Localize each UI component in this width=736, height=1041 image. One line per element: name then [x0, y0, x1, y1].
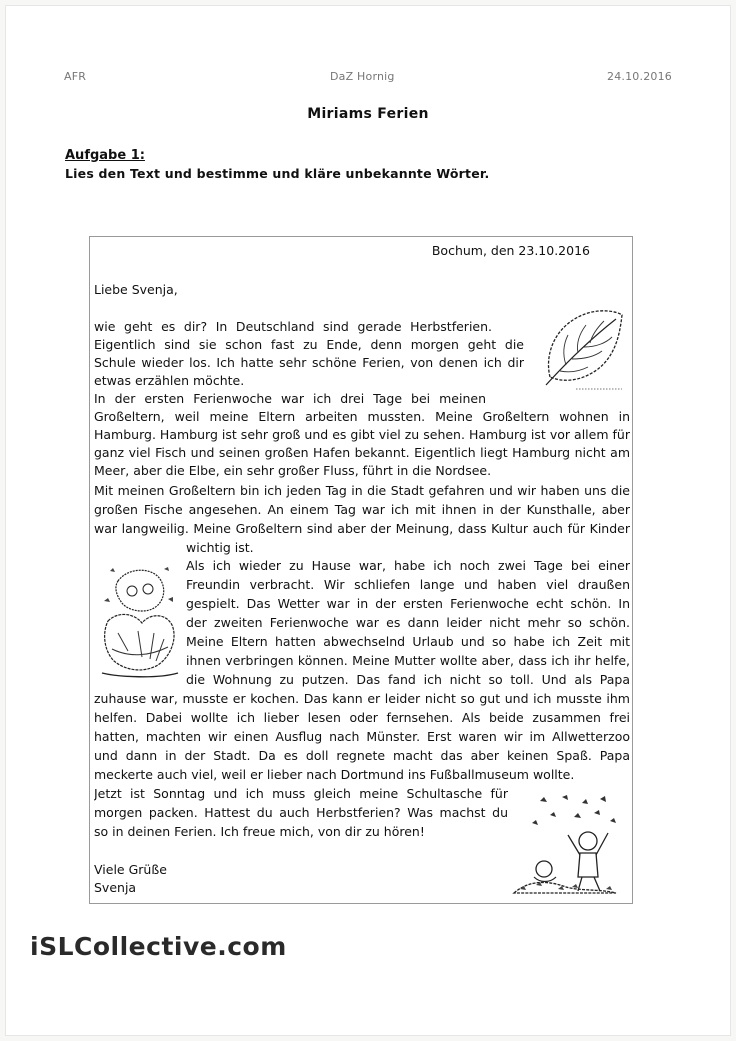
- letter-line: hatten, machten wir einen Ausflug nach Münster. Erst waren wir im Allwetterzoo: [94, 729, 630, 744]
- letter-signature: Svenja: [94, 880, 137, 895]
- task-instruction: Lies den Text und bestimme und kläre unbekannte Wörter.: [65, 166, 490, 181]
- letter-line: ihnen verbringen können. Meine Mutter wollte aber, dass ich ihr helfe,: [186, 653, 630, 668]
- letter-line: der zweiten Ferienwoche war es dann leider nicht mehr so schön.: [186, 615, 630, 630]
- letter-closing: Viele Grüße: [94, 862, 167, 877]
- letter-line: wichtig ist.: [186, 540, 254, 555]
- letter-line: etwas erzählen möchte.: [94, 373, 245, 388]
- letter-line: und dann in der Stadt. Da es doll regnete macht das aber keinen Spaß. Papa: [94, 748, 630, 763]
- letter-line: zuhause war, musste er kochen. Das kann er leider nicht so gut und ich musste ihm: [94, 691, 630, 706]
- letter-line: Großeltern, weil meine Eltern arbeiten mussten. Meine Großeltern wohnen in: [94, 409, 630, 424]
- header-author: AFR: [64, 70, 87, 83]
- letter-line: helfen. Dabei wollte ich lieber lesen oder fernsehen. Als beide zusammen frei: [94, 710, 630, 725]
- leaf-illustration: [536, 303, 628, 393]
- letter-line: Als ich wieder zu Hause war, habe ich noch zwei Tage bei einer: [186, 558, 630, 573]
- letter-box: [89, 236, 633, 904]
- letter-line: wie geht es dir? In Deutschland sind gerade Herbstferien.: [94, 319, 492, 334]
- letter-line: die Wohnung zu putzen. Das fand ich nicht so toll. Und als Papa: [186, 672, 630, 687]
- letter-date: Bochum, den 23.10.2016: [431, 243, 590, 258]
- letter-line: meckerte auch viel, weil er lieber nach Dortmund ins Fußballmuseum wollte.: [94, 767, 575, 782]
- children-illustration: [98, 561, 180, 681]
- letter-line: morgen packen. Hattest du auch Herbstferien? Was machst du: [94, 805, 508, 820]
- watermark-logo: iSLCollective.com: [30, 932, 287, 961]
- header-course: DaZ Hornig: [330, 70, 395, 83]
- letter-line: Jetzt ist Sonntag und ich muss gleich meine Schultasche für: [94, 786, 508, 801]
- letter-greeting: Liebe Svenja,: [94, 282, 178, 297]
- letter-line: Meine Eltern hatten abwechselnd Urlaub und so habe ich Zeit mit: [186, 634, 630, 649]
- letter-line: gespielt. Das Wetter war in der ersten Ferienwoche echt schön. In: [186, 596, 630, 611]
- letter-line: In der ersten Ferienwoche war ich drei Tage bei meinen: [94, 391, 486, 406]
- header-date: 24.10.2016: [607, 70, 672, 83]
- letter-line: großen Fische angesehen. An einem Tag war ich mit ihnen in der Kunsthalle, aber: [94, 502, 630, 517]
- letter-line: Hamburg. Hamburg ist sehr groß und es gibt viel zu sehen. Hamburg ist vor allem für: [94, 427, 630, 442]
- letter-line: so in deinen Ferien. Ich freue mich, von dir zu hören!: [94, 824, 425, 839]
- letter-line: war langweilig. Meine Großeltern sind aber der Meinung, dass Kultur auch für Kinder: [94, 521, 630, 536]
- page-title: Miriams Ferien: [307, 106, 429, 122]
- letter-line: ganz viel Fisch und seinen großen Hafen bekannt. Eigentlich liegt Hamburg nicht am: [94, 445, 630, 460]
- letter-line: Eigentlich sind sie schon fast zu Ende, denn morgen geht die: [94, 337, 524, 352]
- letter-line: Freundin verbracht. Wir schliefen lange und haben viel draußen: [186, 577, 630, 592]
- letter-line: Schule wieder los. Ich hatte sehr schöne Ferien, von denen ich dir: [94, 355, 524, 370]
- task-label: Aufgabe 1:: [65, 148, 145, 163]
- letter-line: Mit meinen Großeltern bin ich jeden Tag in die Stadt gefahren und wir haben uns die: [94, 483, 630, 498]
- letter-line: Meer, aber die Elbe, ein sehr großer Fluss, führt in die Nordsee.: [94, 463, 492, 478]
- kids-leaves-illustration: [510, 793, 620, 897]
